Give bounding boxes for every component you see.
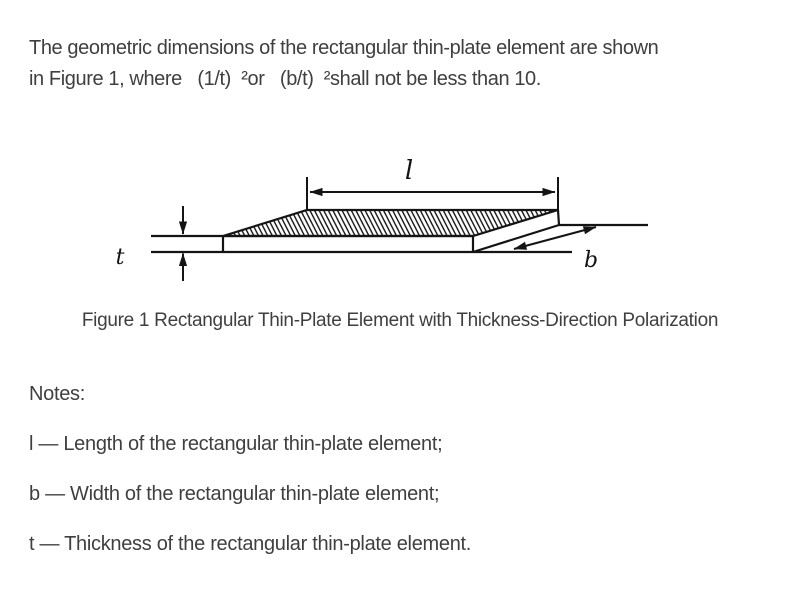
top-surface-polygon	[223, 210, 558, 236]
intro-line-2: in Figure 1, where (1/t) ²or (b/t) ²shall not be less than 10.	[29, 68, 541, 90]
width-dimension	[514, 227, 596, 249]
notes-heading: Notes:	[29, 383, 86, 405]
length-label: l	[404, 156, 414, 186]
figure-caption: Figure 1 Rectangular Thin-Plate Element with Thickness-Direction Polarization	[81, 310, 719, 331]
width-dimension-arrow	[514, 227, 596, 249]
thickness-label: t	[115, 245, 125, 270]
intro-line-1: The geometric dimensions of the rectangular thin-plate element are shown	[29, 37, 659, 59]
width-label: b	[583, 248, 599, 273]
note-thickness: t — Thickness of the rectangular thin-plate element.	[29, 533, 472, 555]
length-dimension	[307, 177, 558, 210]
note-width: b — Width of the rectangular thin-plate element;	[29, 483, 440, 505]
notes-section	[29, 382, 769, 582]
hatched-top-surface	[223, 210, 558, 236]
note-length: l — Length of the rectangular thin-plate element;	[29, 433, 443, 455]
